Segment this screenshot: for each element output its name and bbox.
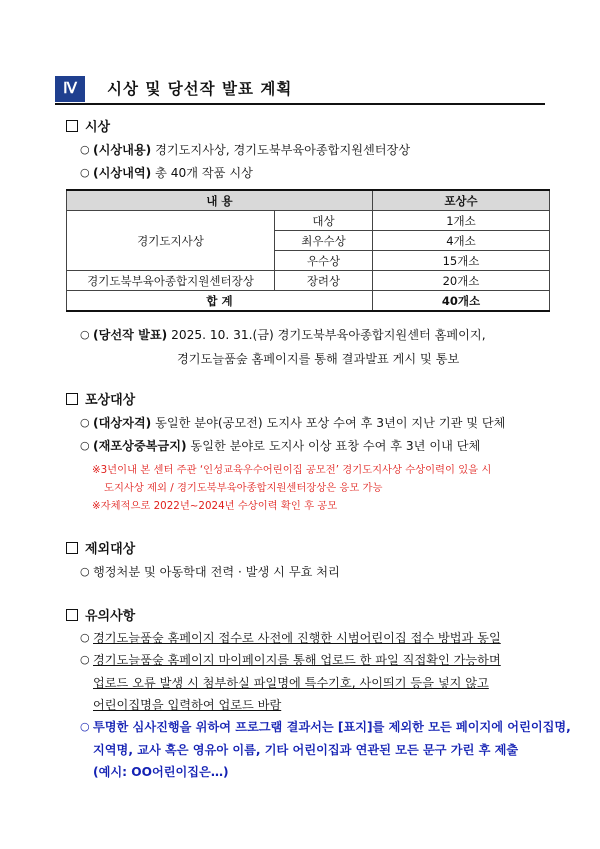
checkbox-square-icon <box>66 120 78 132</box>
table-row <box>67 211 550 231</box>
header-rule <box>55 103 545 105</box>
bullet-circle-icon: ○ <box>80 653 90 666</box>
caution-anonymity-line2: 지역명, 교사 혹은 영유아 이름, 기타 어린이집과 연관된 모든 문구 가린 후 제출 <box>93 743 519 757</box>
bullet-circle-icon: ○ <box>80 565 90 578</box>
section-header <box>55 76 545 102</box>
table-cell-grade: 대상 <box>275 211 373 231</box>
caution-upload-line2: 업로드 오류 발생 시 첨부하실 파일명에 특수기호, 사이띄기 등을 넣지 않고 <box>93 676 489 690</box>
table-cell-count: 15개소 <box>373 251 550 271</box>
checkbox-square-icon <box>66 609 78 621</box>
announcement-continuation: 경기도늘품숲 홈페이지를 통해 결과발표 게시 및 통보 <box>177 352 460 366</box>
checkbox-square-icon <box>66 393 78 405</box>
bullet-circle-icon: ○ <box>80 416 90 429</box>
table-total-count: 40개소 <box>373 291 550 312</box>
target-note-1-continued: 도지사상 제외 / 경기도북부육아종합지원센터장상은 응모 가능 <box>104 482 383 494</box>
table-cell-grade: 우수상 <box>275 251 373 271</box>
table-cell-count: 1개소 <box>373 211 550 231</box>
bullet-circle-icon: ○ <box>80 166 90 179</box>
bullet-circle-icon: ○ <box>80 720 90 733</box>
target-note-2: ※자체적으로 2022년~2024년 수상이력 확인 후 공모 <box>92 500 338 512</box>
table-group-center: 경기도북부육아종합지원센터장상 <box>67 271 275 291</box>
table-cell-count: 4개소 <box>373 231 550 251</box>
bullet-circle-icon: ○ <box>80 328 90 341</box>
table-total-row <box>67 291 550 312</box>
bullet-circle-icon: ○ <box>80 439 90 452</box>
target-note-1: ※3년이내 본 센터 주관 ‘인성교육우수어린이집 공모전’ 경기도지사상 수상이력이 있을 시 <box>92 464 492 476</box>
bullet-circle-icon: ○ <box>80 631 90 644</box>
caution-heading: 유의사항 <box>66 605 135 624</box>
table-total-label: 합 계 <box>67 291 373 312</box>
section-number: Ⅳ <box>55 76 85 102</box>
caution-upload-line3: 어린이집명을 입력하여 업로드 바람 <box>93 698 282 712</box>
section-title: 시상 및 당선작 발표 계획 <box>107 80 293 98</box>
caution-anonymity-example: (예시: OO어린이집은…) <box>93 765 229 779</box>
award-heading: 시상 <box>66 116 110 135</box>
exclude-heading: 제외대상 <box>66 538 135 557</box>
checkbox-square-icon <box>66 542 78 554</box>
table-header-count: 포상수 <box>373 190 550 211</box>
target-heading: 포상대상 <box>66 389 135 408</box>
award-table <box>66 189 550 312</box>
table-group-governor: 경기도지사상 <box>67 211 275 271</box>
table-cell-grade: 최우수상 <box>275 231 373 251</box>
table-cell-count: 20개소 <box>373 271 550 291</box>
table-header-content: 내 용 <box>67 190 373 211</box>
bullet-circle-icon: ○ <box>80 143 90 156</box>
table-row <box>67 271 550 291</box>
table-cell-grade: 장려상 <box>275 271 373 291</box>
